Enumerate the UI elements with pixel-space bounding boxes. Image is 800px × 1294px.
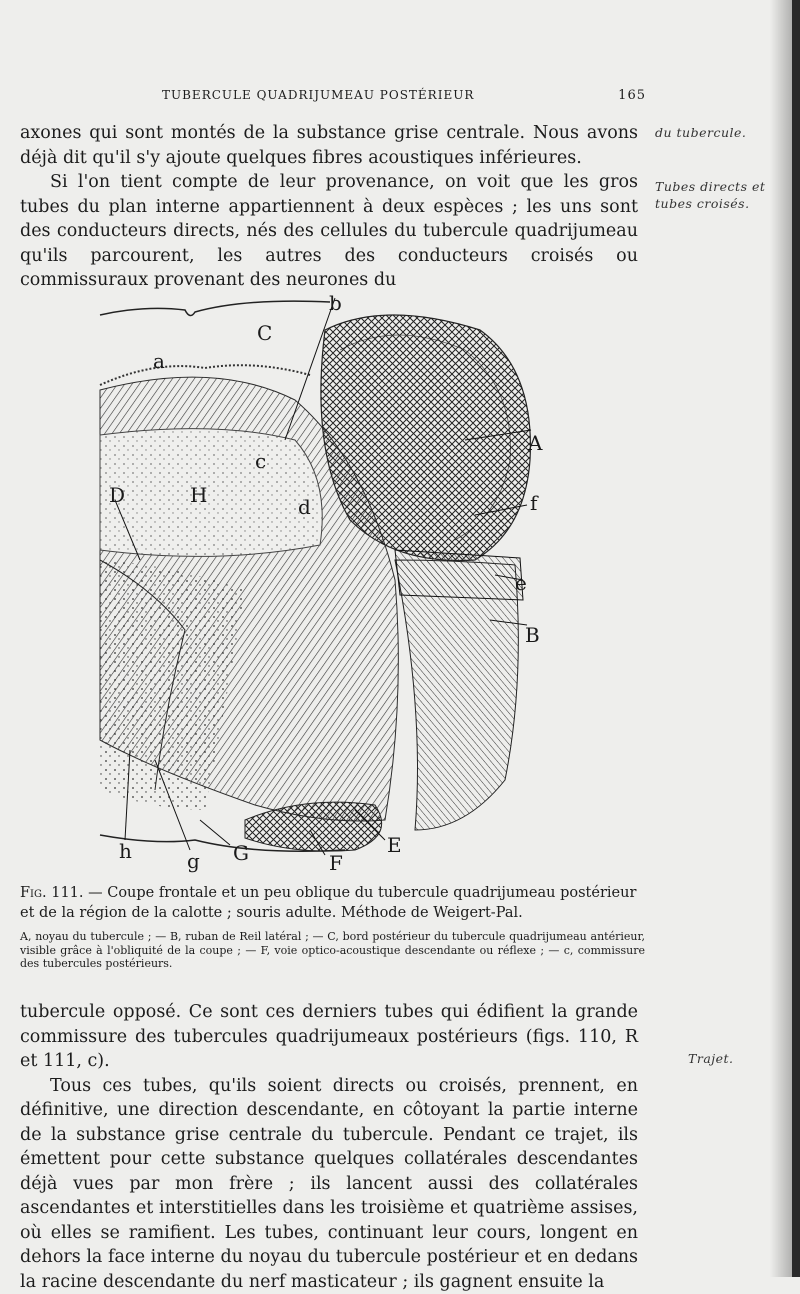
label-A: A <box>527 431 543 455</box>
paragraph: axones qui sont montés de la substance grise centrale. Nous avons déjà dit qu'il s'y ajoute quelques fibres acoustiques inférieures. <box>20 121 638 170</box>
paragraph: Si l'on tient compte de leur provenance, on voit que les gros tubes du plan interne appartiennent à deux espèces ; les uns sont des conducteurs directs, nés des cellules du tubercule quadrijumeau qu'ils parcourent, les autres des conducteurs croisés ou commissuraux provenant des neurones du <box>20 170 638 293</box>
body-text-bottom <box>20 1000 638 1294</box>
histology-drawing <box>95 290 555 875</box>
margin-note: Tubes directs et tubes croisés. <box>655 178 770 212</box>
page-edge <box>792 0 800 1277</box>
label-G: G <box>233 841 249 865</box>
body-text-top <box>20 121 638 293</box>
margin-note: Trajet. <box>688 1050 800 1067</box>
label-f: f <box>530 491 539 515</box>
label-E: E <box>387 833 402 857</box>
running-head <box>162 88 646 108</box>
margin-note: du tubercule. <box>655 124 770 141</box>
label-H: H <box>190 483 207 507</box>
label-g: g <box>187 849 200 873</box>
figure-legend: A, noyau du tubercule ; — B, ruban de Reil latéral ; — C, bord postérieur du tubercule quadrijumeau antérieur, visible grâce à l'obliquité de la coupe ; — F, voie optico-acoustique descendante ou réflexe ; — c, commissure des tubercules postérieurs. <box>20 930 645 971</box>
label-B: B <box>525 623 540 647</box>
figure-111 <box>95 290 555 875</box>
paragraph: Tous ces tubes, qu'ils soient directs ou croisés, prennent, en définitive, une direction descendante, en côtoyant la partie interne de la substance grise centrale du tubercule. Pendant ce trajet, ils émettent pour cette substance quelques collatérales descendantes déjà vues par mon frère ; ils lancent aussi des collatérales ascendantes et interstitielles dans les troisième et quatrième assises, où elles se ramifient. Les tubes, continuant leur cours, longent en dehors la face interne du noyau du tubercule postérieur et en dedans la racine descendante du nerf masticateur ; ils gagnent ensuite la <box>20 1074 638 1294</box>
label-D: D <box>109 483 125 507</box>
label-b: b <box>329 291 342 315</box>
figure-caption <box>20 883 650 923</box>
label-F: F <box>329 851 343 875</box>
label-c: c <box>255 449 266 473</box>
label-h: h <box>119 839 132 863</box>
figure-number: Fig. 111. <box>20 885 84 901</box>
label-d: d <box>298 495 311 519</box>
caption-text: — Coupe frontale et un peu oblique du tubercule quadrijumeau postérieur et de la région de la calotte ; souris adulte. Méthode de Weigert-Pal. <box>20 885 636 921</box>
label-a: a <box>153 349 165 373</box>
page-number: 165 <box>618 88 646 103</box>
running-head-title: TUBERCULE QUADRIJUMEAU POSTÉRIEUR <box>162 88 474 102</box>
label-C: C <box>257 321 272 345</box>
label-e: e <box>515 571 527 595</box>
paragraph: tubercule opposé. Ce sont ces derniers tubes qui édifient la grande commissure des tubercules quadrijumeaux postérieurs (figs. 110, R et 111, c). <box>20 1000 638 1074</box>
